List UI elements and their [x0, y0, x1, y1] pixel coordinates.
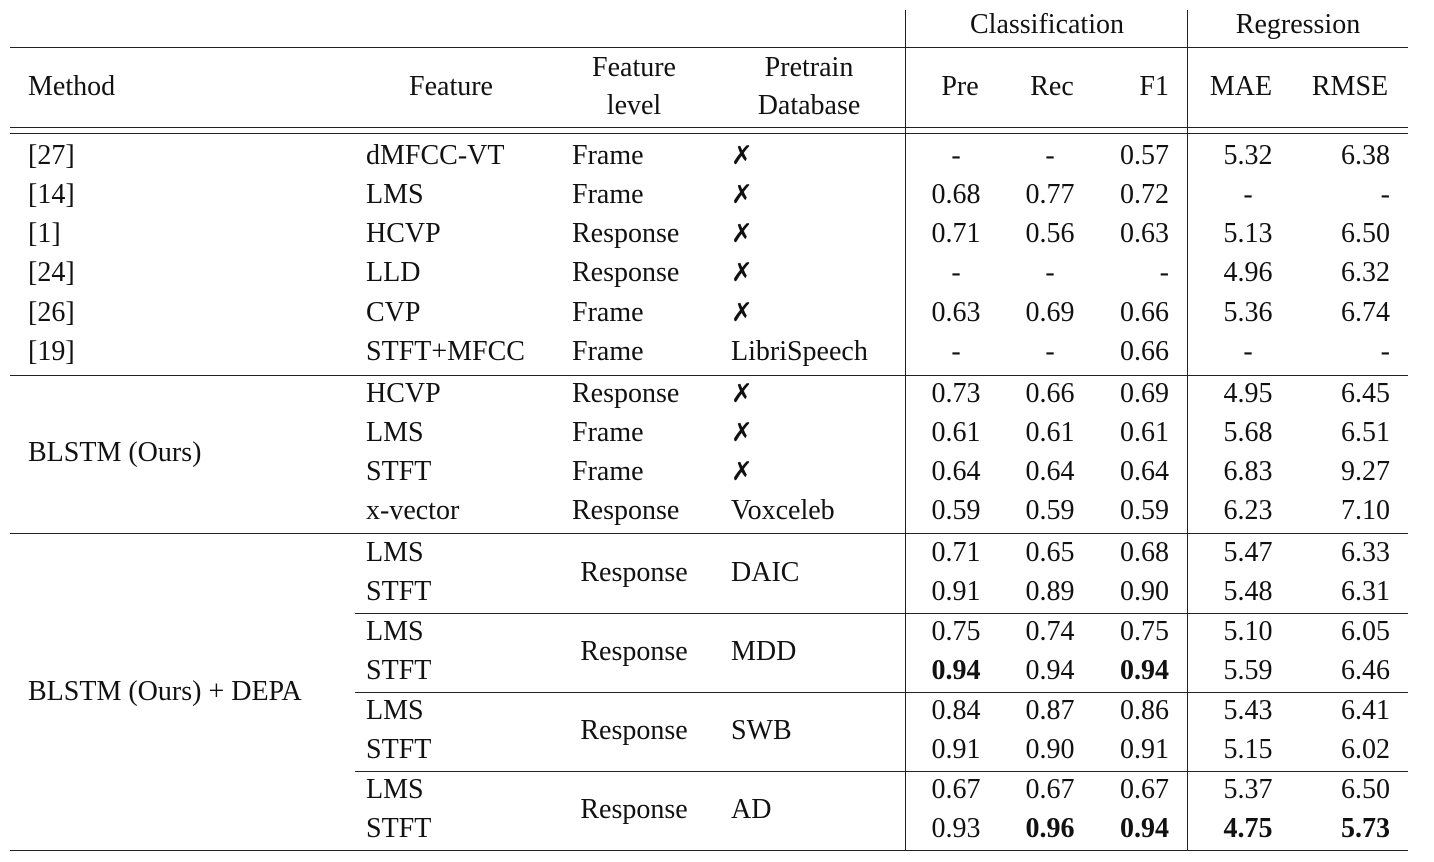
cell-level: Frame [572, 417, 644, 448]
cell-rmse: 6.45 [1341, 378, 1390, 409]
cell-mae: 4.96 [1223, 257, 1273, 288]
cell-method: [27] [28, 140, 75, 171]
cell-rmse: 9.27 [1341, 456, 1390, 487]
rule-blstm-bottom [10, 533, 1408, 534]
cell-rec: 0.87 [1025, 695, 1075, 726]
cell-rmse: 6.02 [1341, 734, 1390, 765]
cell-method: [14] [28, 179, 75, 210]
cell-rec: 0.69 [1025, 297, 1075, 328]
cell-feature: STFT [366, 576, 432, 607]
cell-pre: 0.67 [931, 774, 981, 805]
header-method: Method [28, 71, 116, 102]
pair-level-mdd: Response [580, 636, 688, 667]
cell-mae: 5.13 [1223, 218, 1273, 249]
header-pretrain-line2: Database [757, 90, 861, 121]
cell-f1: 0.63 [1120, 218, 1169, 249]
cell-rmse: 6.50 [1341, 218, 1390, 249]
cell-pre: 0.68 [931, 179, 981, 210]
header-classification: Classification [970, 9, 1124, 40]
cell-feature: LMS [366, 774, 424, 805]
rule-vertical-regression [1187, 10, 1188, 850]
cell-rec: - [1045, 336, 1055, 367]
pair-db-mdd: MDD [731, 636, 797, 667]
cell-level: Response [572, 218, 680, 249]
cell-feature: LMS [366, 179, 424, 210]
cell-feature: STFT [366, 456, 432, 487]
header-pre: Pre [941, 71, 979, 102]
cell-mae: 5.68 [1223, 417, 1273, 448]
cell-rmse: 6.51 [1341, 417, 1390, 448]
cell-rmse: 6.50 [1341, 774, 1390, 805]
cell-db: ✗ [731, 258, 753, 288]
cell-mae: 5.59 [1223, 655, 1273, 686]
cell-rmse: 6.32 [1341, 257, 1390, 288]
cell-rec: 0.67 [1025, 774, 1075, 805]
cell-pre: 0.91 [931, 734, 981, 765]
cell-feature: LMS [366, 616, 424, 647]
rule-table-bottom [10, 850, 1408, 851]
cell-db: ✗ [731, 219, 753, 249]
cell-feature: LMS [366, 695, 424, 726]
cell-rec: 0.65 [1025, 537, 1075, 568]
cell-db: ✗ [731, 379, 753, 409]
pair-db-swb: SWB [731, 715, 792, 746]
cell-feature: STFT [366, 813, 432, 844]
cell-mae: 5.10 [1223, 616, 1273, 647]
rule-vertical-classification [905, 10, 906, 850]
cell-f1: 0.91 [1120, 734, 1169, 765]
header-rmse: RMSE [1311, 71, 1389, 102]
cell-f1: 0.66 [1120, 336, 1169, 367]
cell-rec: 0.90 [1025, 734, 1075, 765]
cell-mae: - [1243, 336, 1253, 367]
pair-level-ad: Response [580, 794, 688, 825]
header-rec: Rec [1030, 71, 1074, 102]
cell-feature: LMS [366, 537, 424, 568]
cell-db: ✗ [731, 418, 753, 448]
cell-pre: 0.94 [931, 655, 981, 686]
cell-feature: CVP [366, 297, 421, 328]
cell-mae: - [1243, 179, 1253, 210]
rule-prior-work-bottom [10, 375, 1408, 376]
pair-db-ad: AD [731, 794, 772, 825]
cell-mae: 5.47 [1223, 537, 1273, 568]
cell-mae: 6.83 [1223, 456, 1273, 487]
cell-db: Voxceleb [731, 495, 835, 526]
cell-feature: STFT+MFCC [366, 336, 525, 367]
cell-f1: 0.69 [1120, 378, 1169, 409]
cell-rmse: 6.46 [1341, 655, 1390, 686]
rule-header-bottom-1 [10, 127, 1408, 128]
cell-pre: 0.73 [931, 378, 981, 409]
cell-db: ✗ [731, 180, 753, 210]
cell-mae: 5.32 [1223, 140, 1273, 171]
header-f1: F1 [1139, 71, 1169, 102]
cell-feature: x-vector [366, 495, 460, 526]
cell-f1: 0.75 [1120, 616, 1169, 647]
cell-level: Frame [572, 297, 644, 328]
cell-f1: - [1159, 257, 1169, 288]
cell-pre: 0.63 [931, 297, 981, 328]
cell-feature: dMFCC-VT [366, 140, 505, 171]
cell-method: [24] [28, 257, 75, 288]
cell-rmse: 5.73 [1341, 813, 1390, 844]
cell-rmse: - [1380, 336, 1390, 367]
header-pretrain-line1: Pretrain [764, 52, 854, 83]
cell-method: [1] [28, 218, 61, 249]
cell-f1: 0.94 [1120, 813, 1169, 844]
cell-rec: 0.74 [1025, 616, 1075, 647]
cell-rec: 0.64 [1025, 456, 1075, 487]
cell-pre: 0.71 [931, 218, 981, 249]
cell-feature: LMS [366, 417, 424, 448]
cell-rec: 0.56 [1025, 218, 1075, 249]
cell-feature: STFT [366, 734, 432, 765]
header-feature-level-line2: level [606, 90, 662, 121]
header-regression: Regression [1235, 9, 1361, 40]
cell-rec: 0.94 [1025, 655, 1075, 686]
cell-f1: 0.90 [1120, 576, 1169, 607]
cell-feature: STFT [366, 655, 432, 686]
cell-mae: 5.15 [1223, 734, 1273, 765]
cell-pre: 0.75 [931, 616, 981, 647]
cell-level: Response [572, 378, 680, 409]
cell-f1: 0.64 [1120, 456, 1169, 487]
cell-level: Response [572, 495, 680, 526]
rule-header-bottom-2 [10, 133, 1408, 134]
cell-pre: 0.71 [931, 537, 981, 568]
rule-top-groups [10, 47, 1408, 48]
cell-mae: 4.95 [1223, 378, 1273, 409]
cell-level: Frame [572, 336, 644, 367]
cell-method: [26] [28, 297, 75, 328]
cell-pre: - [951, 336, 961, 367]
cell-rmse: 6.31 [1341, 576, 1390, 607]
cell-pre: 0.61 [931, 417, 981, 448]
cell-f1: 0.86 [1120, 695, 1169, 726]
header-feature: Feature [409, 71, 493, 102]
cell-rmse: 6.38 [1341, 140, 1390, 171]
cell-mae: 4.75 [1223, 813, 1273, 844]
cell-level: Frame [572, 140, 644, 171]
cell-level: Frame [572, 456, 644, 487]
pair-db-daic: DAIC [731, 557, 800, 588]
header-feature-level-line1: Feature [592, 52, 676, 83]
cell-rec: 0.96 [1025, 813, 1075, 844]
pair-level-daic: Response [580, 557, 688, 588]
cell-db: ✗ [731, 298, 753, 328]
cell-feature: HCVP [366, 218, 441, 249]
cell-rec: 0.77 [1025, 179, 1075, 210]
cell-rec: 0.59 [1025, 495, 1075, 526]
cell-pre: 0.59 [931, 495, 981, 526]
pair-level-swb: Response [580, 715, 688, 746]
cell-level: Response [572, 257, 680, 288]
cell-rmse: 6.05 [1341, 616, 1390, 647]
group-label-blstm: BLSTM (Ours) [28, 437, 202, 468]
cell-mae: 5.43 [1223, 695, 1273, 726]
cell-rec: - [1045, 257, 1055, 288]
cell-rec: 0.61 [1025, 417, 1075, 448]
cell-f1: 0.94 [1120, 655, 1169, 686]
cell-rmse: - [1380, 179, 1390, 210]
cell-f1: 0.72 [1120, 179, 1169, 210]
cell-f1: 0.67 [1120, 774, 1169, 805]
cell-rec: - [1045, 140, 1055, 171]
cell-mae: 5.37 [1223, 774, 1273, 805]
cell-mae: 5.48 [1223, 576, 1273, 607]
cell-level: Frame [572, 179, 644, 210]
cell-rec: 0.66 [1025, 378, 1075, 409]
cell-f1: 0.66 [1120, 297, 1169, 328]
cell-rec: 0.89 [1025, 576, 1075, 607]
cell-pre: - [951, 140, 961, 171]
cell-feature: LLD [366, 257, 421, 288]
cell-mae: 6.23 [1223, 495, 1273, 526]
cell-db: ✗ [731, 457, 753, 487]
cell-mae: 5.36 [1223, 297, 1273, 328]
cell-pre: 0.64 [931, 456, 981, 487]
cell-pre: 0.84 [931, 695, 981, 726]
cell-rmse: 7.10 [1341, 495, 1390, 526]
cell-f1: 0.57 [1120, 140, 1169, 171]
cell-f1: 0.61 [1120, 417, 1169, 448]
cell-pre: - [951, 257, 961, 288]
group-label-blstm-depa: BLSTM (Ours) + DEPA [28, 676, 302, 707]
cell-f1: 0.59 [1120, 495, 1169, 526]
cell-db: ✗ [731, 141, 753, 171]
cell-f1: 0.68 [1120, 537, 1169, 568]
cell-pre: 0.93 [931, 813, 981, 844]
cell-rmse: 6.33 [1341, 537, 1390, 568]
cell-rmse: 6.41 [1341, 695, 1390, 726]
cell-method: [19] [28, 336, 75, 367]
cell-rmse: 6.74 [1341, 297, 1390, 328]
cell-pre: 0.91 [931, 576, 981, 607]
header-mae: MAE [1209, 71, 1273, 102]
cell-feature: HCVP [366, 378, 441, 409]
cell-db: LibriSpeech [731, 336, 868, 367]
